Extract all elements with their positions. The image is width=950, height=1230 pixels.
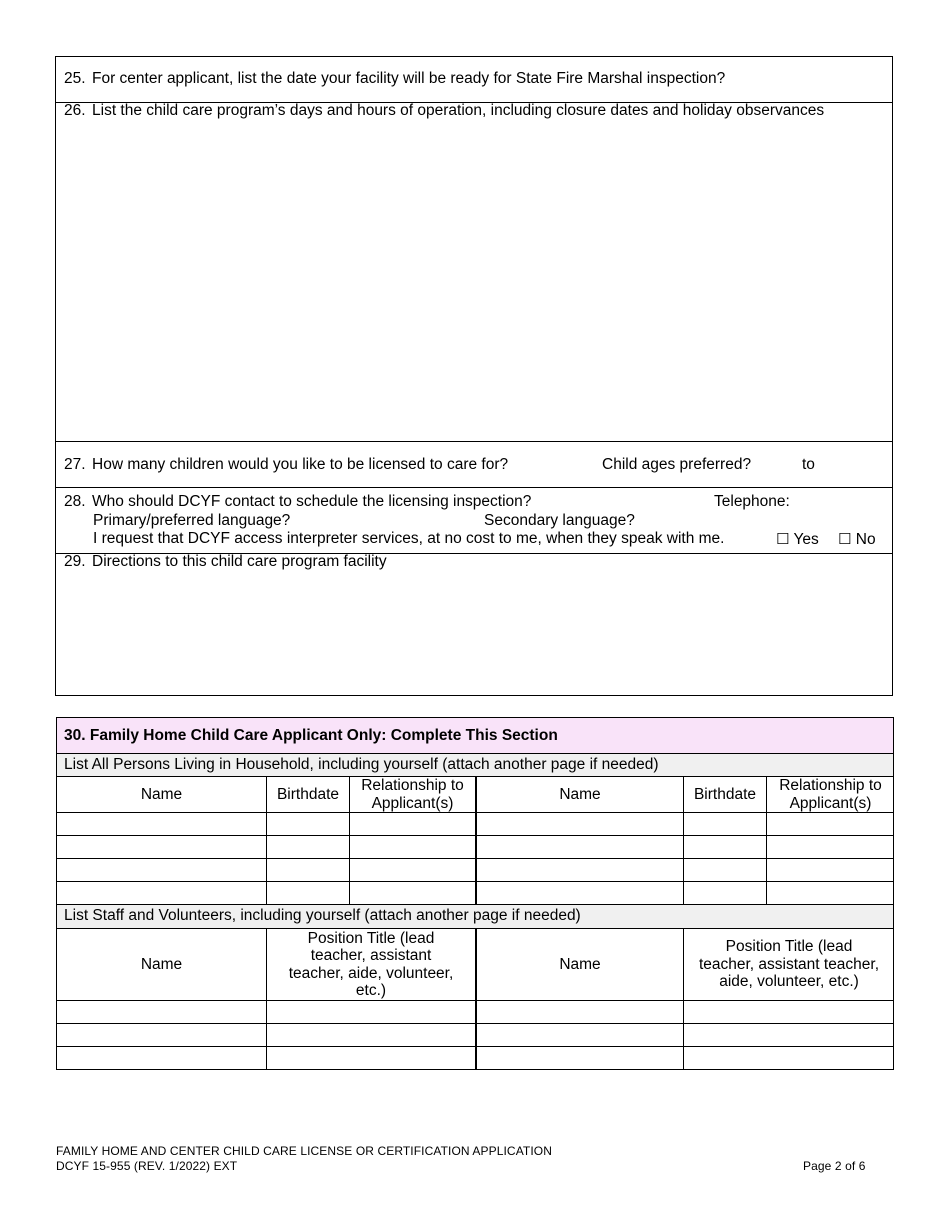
no-checkbox[interactable]: ☐ [838,530,852,548]
household-col-birthdate: Birthdate [693,785,757,803]
household-row[interactable] [57,882,893,904]
household-row[interactable] [57,836,893,858]
household-col-name: Name [140,785,183,803]
divider [55,487,893,488]
q29-question: Directions to this child care program facility [92,553,387,570]
q25-number: 25. [64,70,86,87]
staff-col-name: Name [559,955,601,973]
divider [55,441,893,442]
divider [56,904,894,905]
footer-form-title: FAMILY HOME AND CENTER CHILD CARE LICENSE OR CERTIFICATION APPLICATION [56,1144,552,1158]
household-col-relationship: Relationship to Applicant(s) [779,777,882,812]
q26-answer-area[interactable] [56,124,892,440]
footer-page-number: Page 2 of 6 [803,1159,866,1173]
household-row[interactable] [57,813,893,835]
yes-label: Yes [793,531,819,548]
staff-col-name: Name [140,955,183,973]
q28-no-option[interactable] [838,530,876,549]
no-label: No [855,531,876,548]
q27-number: 27. [64,456,86,473]
q27-to-label: to [802,456,815,473]
q28-interpreter-request: I request that DCYF access interpreter services, at no cost to me, when they speak with me. [93,530,725,547]
q28-primary-language-label: Primary/preferred language? [93,512,291,529]
household-col-name: Name [559,785,601,803]
staff-row[interactable] [57,1024,893,1046]
household-row[interactable] [57,859,893,881]
q27-question: How many children would you like to be licensed to care for? [92,456,509,473]
q28-telephone-label: Telephone: [714,493,790,510]
q28-question: Who should DCYF contact to schedule the licensing inspection? [92,493,532,510]
q29-number: 29. [64,553,86,570]
q28-number: 28. [64,493,86,510]
q27-row [64,456,508,474]
q29-answer-area[interactable] [56,575,892,695]
q26-question: List the child care program’s days and hours of operation, including closure dates and holiday observances [92,102,825,119]
staff-row[interactable] [57,1047,893,1069]
q25-question: For center applicant, list the date your facility will be ready for State Fire Marshal inspection? [92,70,726,87]
staff-row[interactable] [57,1001,893,1023]
yes-checkbox[interactable]: ☐ [776,530,790,548]
household-heading: List All Persons Living in Household, including yourself (attach another page if needed) [64,756,659,773]
staff-col-position-title: Position Title (lead teacher, assistant teacher, aide, volunteer, etc.) [698,938,880,991]
section30-title: 30. Family Home Child Care Applicant Only: Complete This Section [64,727,558,744]
household-col-relationship: Relationship to Applicant(s) [361,777,464,812]
q27-ages-label: Child ages preferred? [602,456,752,473]
staff-heading: List Staff and Volunteers, including yourself (attach another page if needed) [64,907,581,924]
divider [56,753,894,754]
household-col-birthdate: Birthdate [276,785,340,803]
footer-form-number: DCYF 15-955 (REV. 1/2022) EXT [56,1159,238,1173]
q26-row [64,102,824,120]
staff-col-position-title: Position Title (lead teacher, assistant teacher, aide, volunteer, etc.) [288,929,454,999]
q26-number: 26. [64,102,86,119]
q28-secondary-language-label: Secondary language? [484,512,635,529]
q28-row [64,493,531,511]
q28-yes-option[interactable] [776,530,819,549]
q29-row [64,553,387,571]
q25-row [64,70,725,88]
